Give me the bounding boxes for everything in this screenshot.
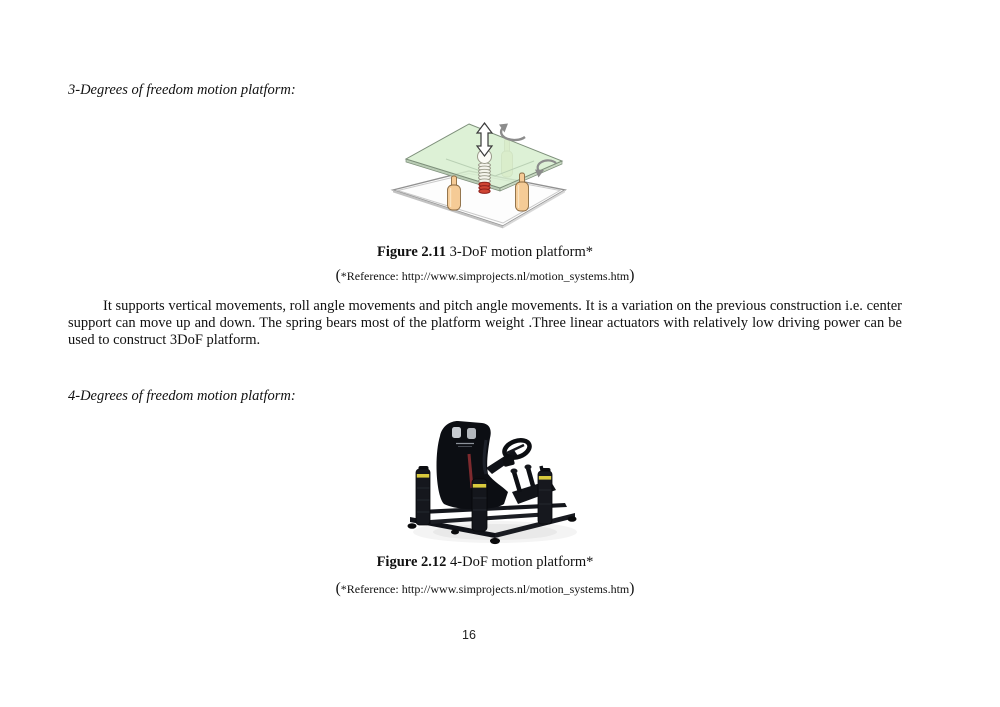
figure-2-11-reference <box>68 266 902 286</box>
reference-paren-open: ( <box>335 267 341 284</box>
figure-2-11-caption-label: Figure 2.11 <box>376 244 446 260</box>
body-paragraph: It supports vertical movements, roll angle movements and pitch angle movements. It is a variation on the previous construction i.e. center support can move up and down. The spring bears most of the platform weight .Three linear actuators with relatively low driving power can be used to construct 3DoF platform. <box>68 298 902 348</box>
figure-2-11-reference-text: *Reference: http://www.simprojects.nl/motion_systems.htm <box>340 269 630 283</box>
section-heading-4dof: 4-Degrees of freedom motion platform: <box>68 388 296 404</box>
figure-2-11-caption-text: 3-DoF motion platform* <box>446 244 594 260</box>
reference-paren-close: ) <box>629 267 635 284</box>
figure-2-12-reference-text: *Reference: http://www.simprojects.nl/motion_systems.htm <box>340 582 630 596</box>
roll-rotation-arrow-icon <box>499 124 525 141</box>
headrest-hole-right <box>467 428 476 439</box>
figure-2-11-image <box>388 110 610 232</box>
figure-2-12-caption-label: Figure 2.12 <box>376 554 447 570</box>
figure-2-12-image <box>400 416 585 548</box>
figure-2-11-caption <box>68 244 902 261</box>
section-heading-3dof: 3-Degrees of freedom motion platform: <box>68 82 296 98</box>
figure-2-12-reference <box>68 579 902 599</box>
reference-paren-close: ) <box>629 580 635 597</box>
red-spring <box>479 182 490 193</box>
figure-2-12-caption-text: 4-DoF motion platform* <box>446 554 594 570</box>
page-number: 16 <box>462 628 476 642</box>
figure-2-12-caption <box>68 554 902 571</box>
headrest-hole-left <box>452 427 461 438</box>
steering-wheel <box>486 437 532 474</box>
reference-paren-open: ( <box>335 580 341 597</box>
